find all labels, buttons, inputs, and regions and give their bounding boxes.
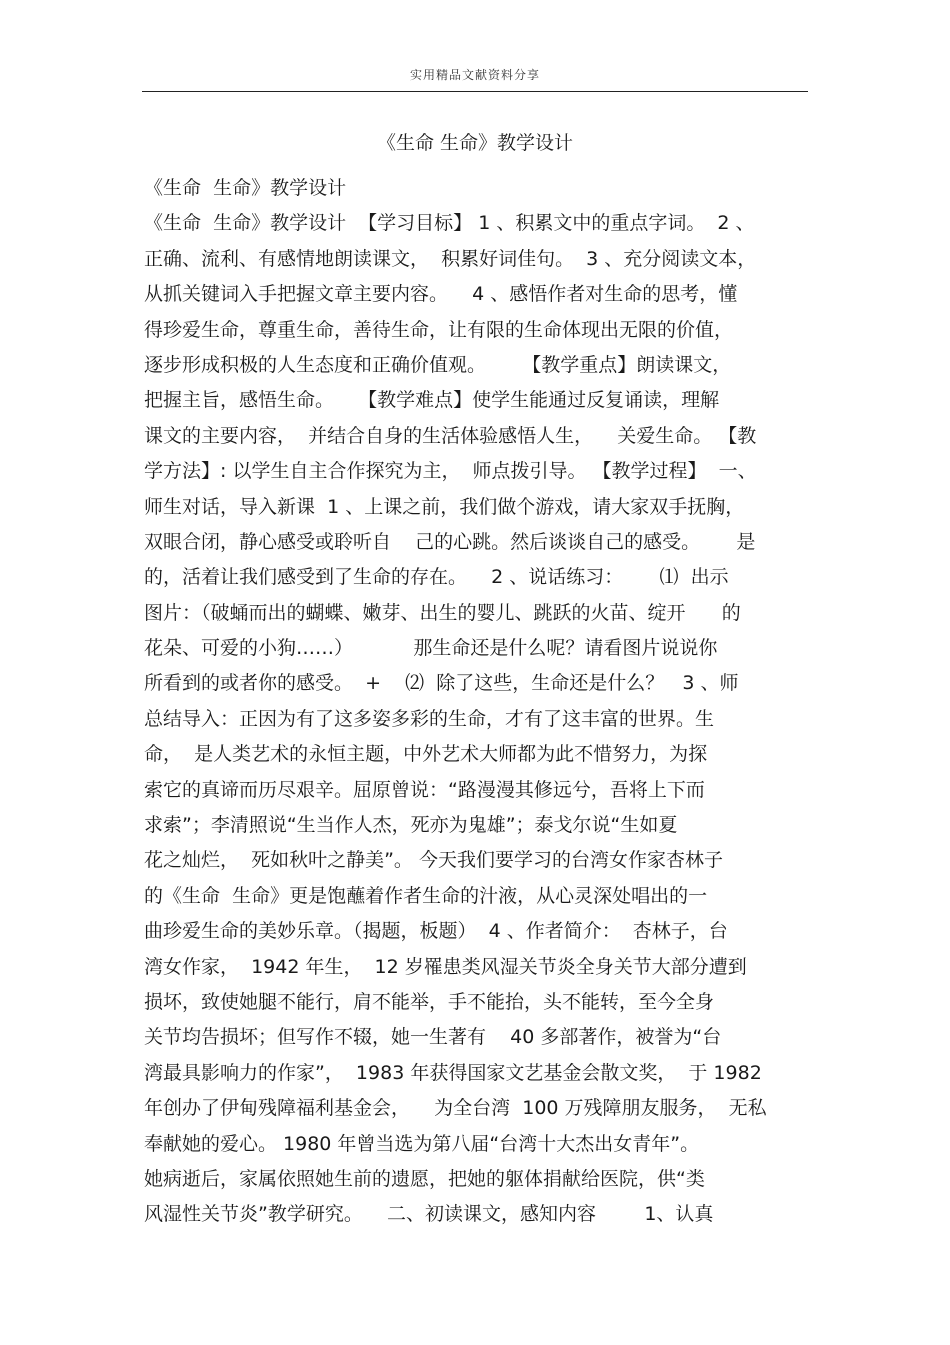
body-line: 图片：（破蛹而出的蝴蝶、嫩芽、出生的婴儿、跳跃的火苗、绽开 的 xyxy=(144,601,741,624)
body-line: 《生命 生命》教学设计 xyxy=(144,177,347,199)
body-line: 命， 是人类艺术的永恒主题，中外艺术大师都为此不惜努力，为探 xyxy=(144,743,708,766)
body-line: 把握主旨，感悟生命。 【教学难点】使学生能通过反复诵读，理解 xyxy=(144,389,720,412)
body-line: 正确、流利、有感情地朗读课文， 积累好词佳句。 3 、充分阅读文本， xyxy=(144,247,757,270)
body-line: 学方法】: 以学生自主合作探究为主， 师点拨引导。 【教学过程】 一、 xyxy=(144,460,757,483)
body-line: 得珍爱生命，尊重生命，善待生命，让有限的生命体现出无限的价值， xyxy=(144,318,734,341)
body-line: 的，活着让我们感受到了生命的存在。 2 、说话练习： ⑴ 出示 xyxy=(144,566,729,589)
header-divider xyxy=(142,91,808,92)
body-line: 的《生命 生命》更是饱蘸着作者生命的汁液，从心灵深处唱出的一 xyxy=(144,884,708,907)
body-line: 逐步形成积极的人生态度和正确价值观。 【教学重点】朗读课文， xyxy=(144,353,732,376)
body-line: 关节均告损坏；但写作不辍，她一生著有 40 多部著作，被誉为“台 xyxy=(144,1026,722,1049)
body-line: 风湿性关节炎”教学研究。 二、初读课文，感知内容 1、认真 xyxy=(144,1203,714,1226)
body-line: 双眼合闭，静心感受或聆听自 己的心跳。然后谈谈自己的感受。 是 xyxy=(144,530,756,553)
body-line: 总结导入：正因为有了这多姿多彩的生命，才有了这丰富的世界。生 xyxy=(144,707,715,730)
body-line: 曲珍爱生命的美妙乐章。（揭题，板题） 4 、作者简介： 杏林子，台 xyxy=(144,920,728,943)
body-line: 损坏，致使她腿不能行，肩不能举，手不能抬，头不能转，至今全身 xyxy=(144,990,715,1013)
body-line: 年创办了伊甸残障福利基金会， 为全台湾 100 万残障朋友服务， 无私 xyxy=(144,1097,767,1120)
body-line: 所看到的或者你的感受。 + ⑵ 除了这些，生命还是什么？ 3 、师 xyxy=(144,672,739,695)
document-body xyxy=(144,171,824,1233)
body-line: 湾女作家， 1942 年生， 12 岁罹患类风湿关节炎全身关节大部分遭到 xyxy=(144,955,747,978)
body-line: 从抓关键词入手把握文章主要内容。 4 、感悟作者对生命的思考，懂 xyxy=(144,283,738,306)
body-line: 她病逝后，家属依照她生前的遗愿，把她的躯体捐献给医院，供“类 xyxy=(144,1167,705,1190)
body-line: 课文的主要内容， 并结合自身的生活体验感悟人生， 关爱生命。 【教 xyxy=(144,424,757,447)
body-line: 奉献她的爱心。 1980 年曾当选为第八届“台湾十大杰出女青年”。 xyxy=(144,1132,700,1155)
body-line: 索它的真谛而历尽艰辛。屈原曾说：“路漫漫其修远兮，吾将上下而 xyxy=(144,778,705,801)
body-line: 师生对话，导入新课 1 、上课之前，我们做个游戏，请大家双手抚胸， xyxy=(144,495,745,518)
body-line: 花之灿烂， 死如秋叶之静美”。 今天我们要学习的台湾女作家杏林子 xyxy=(144,849,723,872)
body-line: 湾最具影响力的作家”， 1983 年获得国家文艺基金会散文奖， 于 1982 xyxy=(144,1061,762,1084)
body-line: 求索”；李清照说“生当作人杰，死亦为鬼雄”；泰戈尔说“生如夏 xyxy=(144,814,678,837)
body-line: 花朵、可爱的小狗……） 那生命还是什么呢？请看图片说说你 xyxy=(144,637,718,660)
document-title: 《生命 生命》教学设计 xyxy=(376,132,574,154)
page-header: 实用精品文献资料分享 xyxy=(409,68,540,82)
body-line: 《生命 生命》教学设计 【学习目标】 1 、积累文中的重点字词。 2 、 xyxy=(144,212,755,235)
